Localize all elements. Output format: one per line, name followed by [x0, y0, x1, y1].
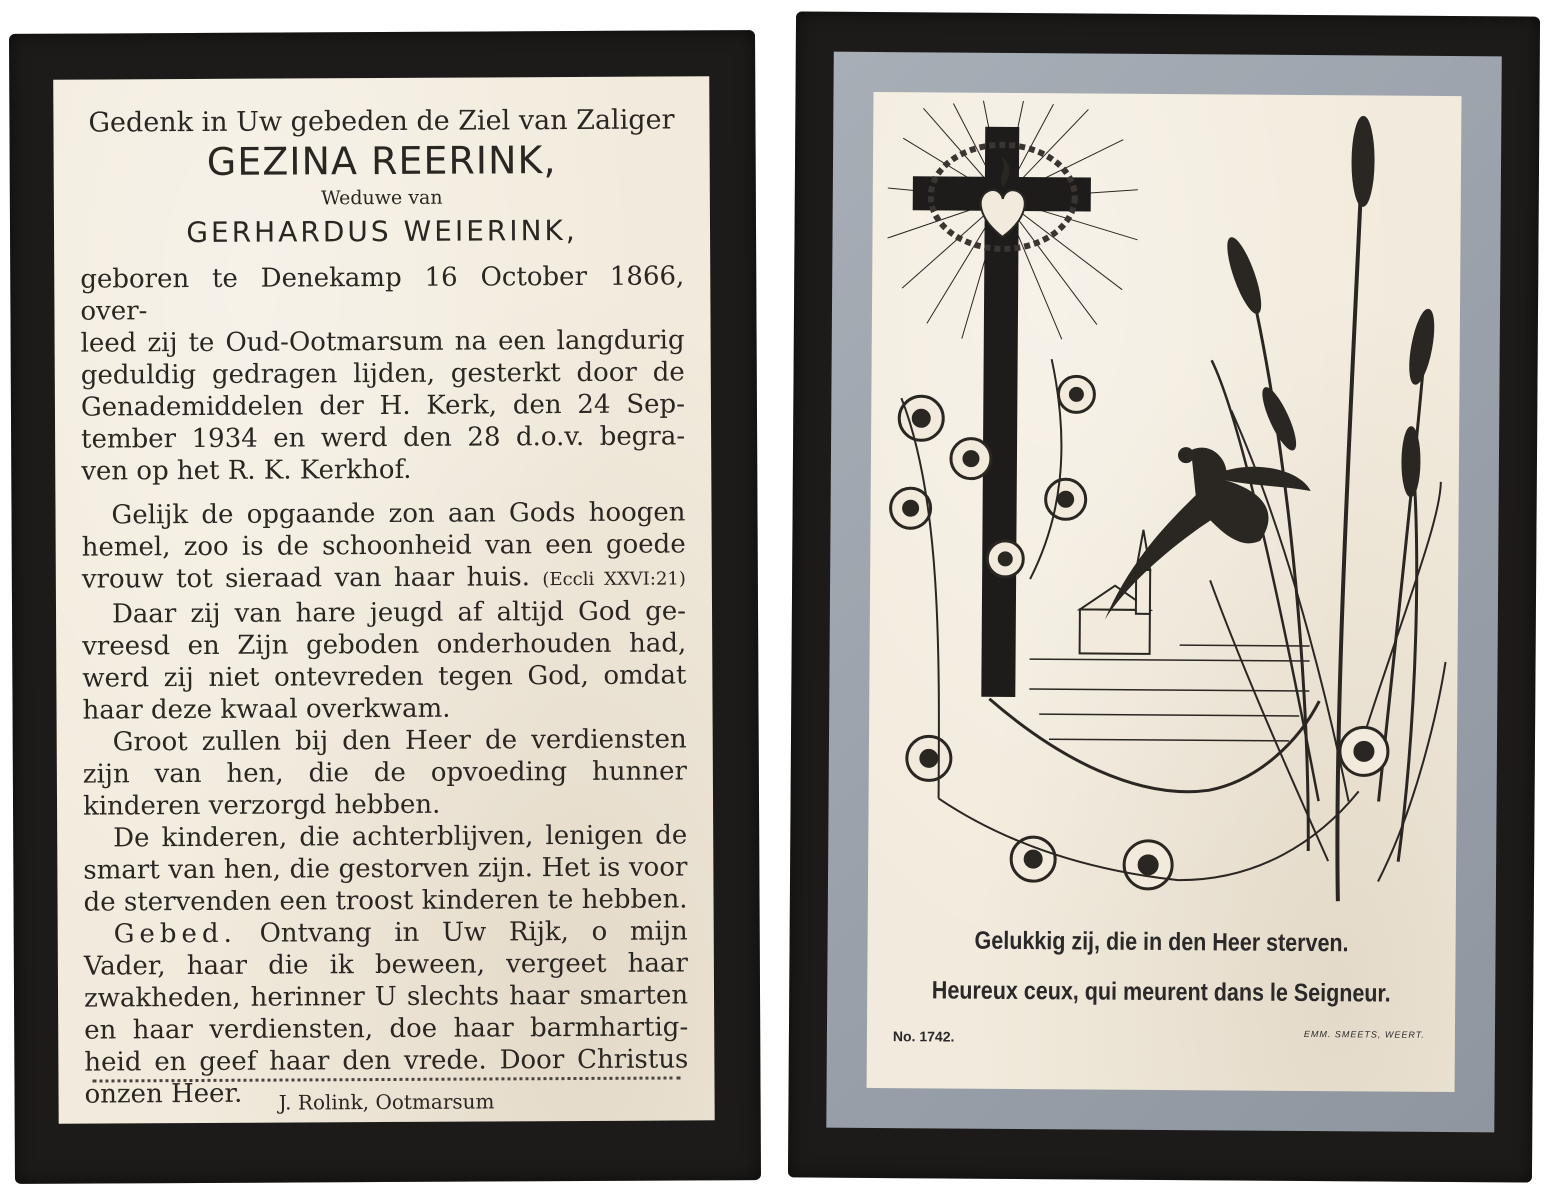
quote-line: hemel, zoo is de schoonheid van een goede	[81, 529, 686, 563]
merit-line: Groot zullen bij den Heer de verdiensten	[112, 724, 687, 758]
biography-paragraph	[80, 260, 685, 487]
merit-line: kinderen verzorgd hebben.	[82, 789, 441, 822]
children-line: smart van hen, die gestorven zijn. Het is voor	[83, 852, 688, 886]
memorial-card-text-side	[9, 30, 761, 1184]
children-line: De kinderen, die achterblijven, lenigen de	[113, 820, 688, 854]
quote-line: Gelijk de opgaande zon aan Gods hoogen	[111, 497, 686, 531]
scripture-quote-paragraph	[81, 496, 686, 598]
church-icon	[1080, 529, 1151, 653]
gray-frame	[826, 52, 1501, 1133]
prayer-line: onzen Heer.	[84, 1078, 243, 1110]
card-paper-left	[53, 76, 714, 1123]
piety-line: vreesd en Zijn geboden onderhouden had,	[82, 628, 687, 662]
prayer-line: zwakheden, herinner U slechts haar smarten	[83, 980, 689, 1014]
piety-paragraph	[82, 595, 687, 726]
bio-line: ven op het R. K. Kerkhof.	[81, 454, 412, 487]
merit-line: zijn van hen, die de opvoeding hunner	[82, 756, 687, 790]
publisher-imprint: EMM. SMEETS, WEERT.	[1303, 1028, 1425, 1040]
piety-line: werd zij niet ontevreden tegen God, omdat	[82, 660, 687, 694]
bio-line: geboren te Denekamp 16 October 1866, over-	[80, 261, 685, 327]
widow-of-label: Weduwe van	[321, 186, 443, 210]
husband-name: GERHARDUS WEIERINK,	[186, 213, 578, 250]
memorial-text	[79, 104, 688, 1110]
quote-line: vrouw tot sieraad van haar huis.	[81, 562, 531, 595]
dutch-verse: Gelukkig zij, die in den Heer sterven.	[974, 926, 1349, 958]
children-line: de stervenden een troost kinderen te hebben.	[83, 884, 688, 918]
prayer-first-line	[84, 915, 688, 950]
prayer-line: Ontvang in Uw Rijk, o mijn	[259, 916, 688, 949]
card-paper-right	[867, 92, 1462, 1092]
bio-line: Genademiddelen der H. Kerk, den 24 Sep-	[80, 389, 686, 423]
prayer-label: Gebed.	[113, 918, 237, 950]
prayer-line: Vader, haar die ik beween, vergeet haar	[83, 948, 688, 982]
french-verse: Heureux ceux, qui meurent dans le Seigneur.	[931, 976, 1391, 1008]
bio-line: leed zij te Oud-Ootmarsum na een langdurig	[80, 325, 685, 359]
memorial-card-picture-side	[788, 11, 1540, 1182]
children-paragraph	[83, 819, 687, 918]
prayer-line: heid en geef haar den vrede. Door Christus	[84, 1044, 689, 1078]
piety-line: haar deze kwaal overkwam.	[82, 693, 451, 726]
deceased-name: GEZINA REERINK,	[206, 138, 557, 184]
devotional-illustration	[878, 98, 1452, 910]
memorial-intro: Gedenk in Uw gebeden de Ziel van Zaliger	[88, 104, 675, 139]
piety-line: Daar zij van hare jeugd af altijd God ge-	[111, 596, 687, 630]
bio-line: tember 1934 en werd den 28 d.o.v. begra-	[81, 421, 686, 455]
bio-line: geduldig gedragen lijden, gesterkt door de	[80, 357, 685, 391]
scripture-reference: (Eccli XXVI:21)	[542, 568, 686, 591]
quote-line-with-ref	[82, 560, 686, 598]
card-number: No. 1742.	[892, 1028, 955, 1045]
printer-name: J. Rolink, Ootmarsum	[278, 1089, 495, 1115]
prayer-line: en haar verdiensten, doe haar barmhartig-	[84, 1012, 689, 1046]
merit-paragraph	[83, 723, 687, 822]
